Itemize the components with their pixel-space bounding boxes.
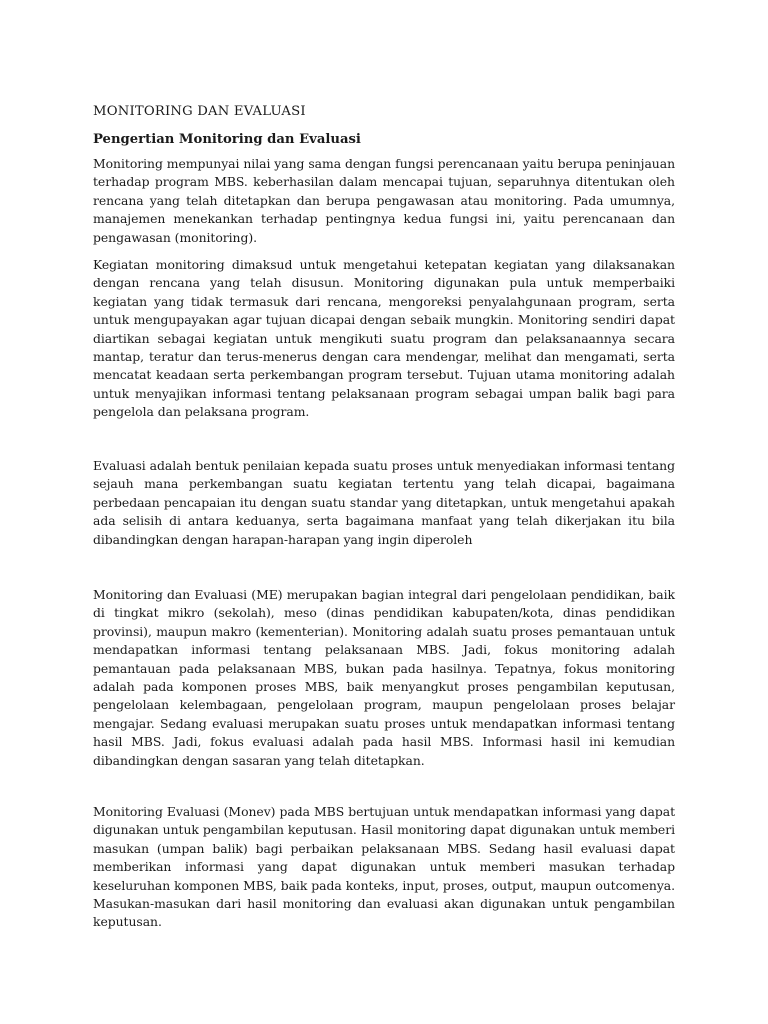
paragraph-3: Evaluasi adalah bentuk penilaian kepada suatu proses untuk menyediakan informasi tentang sejauh mana perkembangan suatu kegiatan tertentu yang telah dicapai, bagaimana perbedaan pencapaian itu dengan suatu standar yang ditetapkan, untuk mengetahui apakah ada selisih di antara keduanya, serta bagaimana manfaat yang telah dikerjakan itu bila dibandingkan dengan harapan-harapan yang ingin diperoleh (93, 458, 675, 547)
document-title: MONITORING DAN EVALUASI (93, 104, 306, 119)
paragraph-4: Monitoring dan Evaluasi (ME) merupakan bagian integral dari pengelolaan pendidikan, baik di tingkat mikro (sekolah), meso (dinas pendidikan kabupaten/kota, dinas pendidikan provinsi), maupun makro (kementerian). Monitoring adalah suatu proses pemantauan untuk mendapatkan informasi tentang pelaksanaan MBS. Jadi, fokus monitoring adalah pemantauan pada pelaksanaan MBS, bukan pada hasilnya. Tepatnya, fokus monitoring adalah pada komponen proses MBS, baik menyangkut proses pengambilan keputusan, pengelolaan kelembagaan, pengelolaan program, maupun pengelolaan proses belajar mengajar. Sedang evaluasi merupakan suatu proses untuk mendapatkan informasi tentang hasil MBS. Jadi, fokus evaluasi adalah pada hasil MBS. Informasi hasil ini kemudian dibandingkan dengan sasaran yang telah ditetapkan. (93, 587, 675, 768)
section-heading: Pengertian Monitoring dan Evaluasi (93, 132, 361, 147)
paragraph-1: Monitoring mempunyai nilai yang sama dengan fungsi perencanaan yaitu berupa peninjauan terhadap program MBS. keberhasilan dalam mencapai tujuan, separuhnya ditentukan oleh rencana yang telah ditetapkan dan berupa pengawasan atau monitoring. Pada umumnya, manajemen menekankan terhadap pentingnya kedua fungsi ini, yaitu perencanaan dan pengawasan (monitoring). (93, 156, 675, 245)
paragraph-5: Monitoring Evaluasi (Monev) pada MBS bertujuan untuk mendapatkan informasi yang dapat digunakan untuk pengambilan keputusan. Hasil monitoring dapat digunakan untuk memberi masukan (umpan balik) bagi perbaikan pelaksanaan MBS. Sedang hasil evaluasi dapat memberikan informasi yang dapat digunakan untuk memberi masukan terhadap keseluruhan komponen MBS, baik pada konteks, input, proses, output, maupun outcomenya. Masukan-masukan dari hasil monitoring dan evaluasi akan digunakan untuk pengambilan keputusan. (93, 804, 675, 930)
paragraph-2: Kegiatan monitoring dimaksud untuk mengetahui ketepatan kegiatan yang dilaksanakan dengan rencana yang telah disusun. Monitoring digunakan pula untuk memperbaiki kegiatan yang tidak termasuk dari rencana, mengoreksi penyalahgunaan program, serta untuk mengupayakan agar tujuan dicapai dengan sebaik mungkin. Monitoring sendiri dapat diartikan sebagai kegiatan untuk mengikuti suatu program dan pelaksanaannya secara mantap, teratur dan terus-menerus dengan cara mendengar, melihat dan mengamati, serta mencatat keadaan serta perkembangan program tersebut. Tujuan utama monitoring adalah untuk menyajikan informasi tentang pelaksanaan program sebagai umpan balik bagi para pengelola dan pelaksana program. (93, 257, 675, 420)
